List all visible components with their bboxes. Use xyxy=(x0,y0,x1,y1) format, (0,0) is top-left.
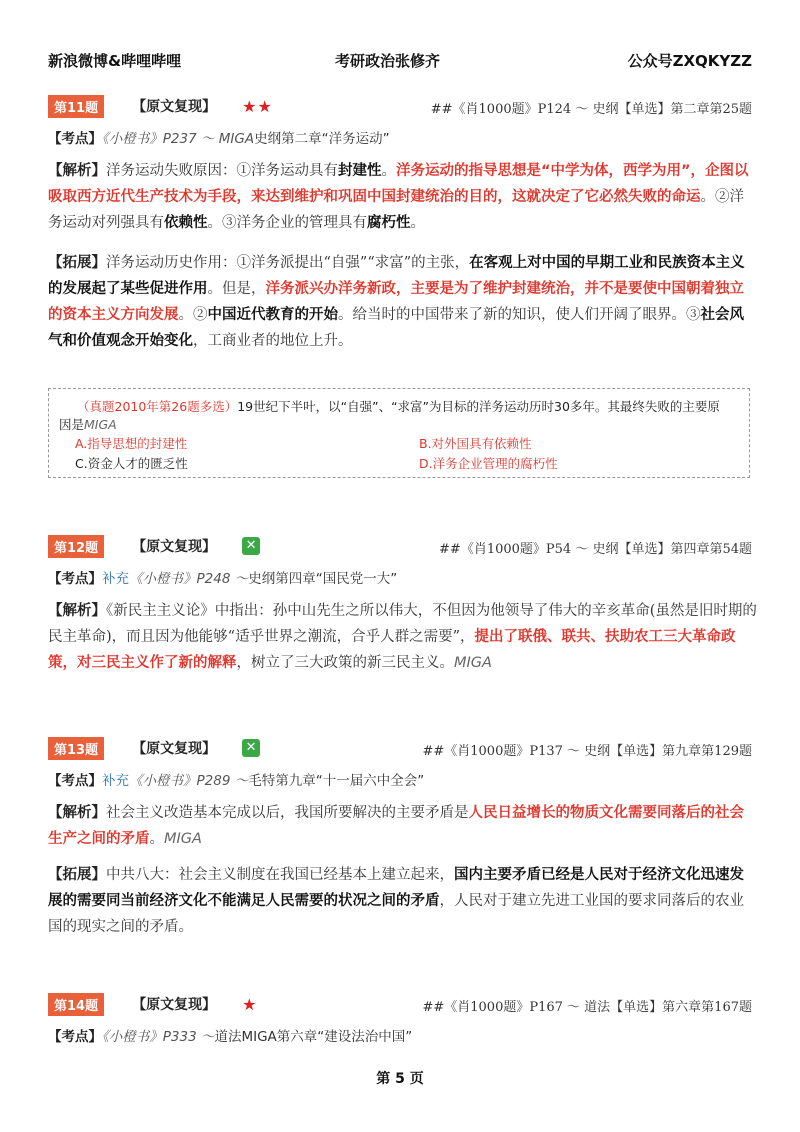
option-d: D.洋务企业管理的腐朽性 xyxy=(419,456,558,471)
q11-number: 第11题 xyxy=(48,95,104,118)
q13-jiexi-miga: MIGA xyxy=(164,831,202,847)
q14-title-row xyxy=(48,993,257,1015)
q14-number: 第14题 xyxy=(48,993,104,1016)
q12-jiexi xyxy=(48,598,758,676)
q13-tuozhan-bold: 国内主要矛盾已经是人民对于经济文化迅速发展的需要同当前经济文化不能满足人民需要的状况之间的矛盾 xyxy=(48,867,744,909)
exam-miga: MIGA xyxy=(84,417,117,432)
q11-jiexi-text: 。 xyxy=(381,163,396,179)
q11-stars: ★★ xyxy=(242,96,273,116)
q13-kaodian xyxy=(48,769,424,789)
q11-jiexi-text: 。③洋务企业的管理具有 xyxy=(207,215,367,231)
q12-kaodian-label: 【考点】 xyxy=(48,571,102,587)
x-mark-icon: ✕ xyxy=(242,739,260,757)
q11-tuozhan-text: 。② xyxy=(178,307,208,323)
header-right: 公众号ZXQKYZZ xyxy=(627,52,752,70)
exam-question-stem-2 xyxy=(59,415,117,433)
q11-jiexi-text: 洋务运动失败原因：①洋务运动具有 xyxy=(106,163,338,179)
q12-jiexi-red: 提出了联俄、联共、扶助农工三大革命政策，对三民主义作了新的解释 xyxy=(48,629,736,671)
q11-tuozhan-label: 【拓展】 xyxy=(48,255,106,271)
q13-tuozhan-text: 中共八大：社会主义制度在我国已经基本上建立起来， xyxy=(106,867,454,883)
q13-tuozhan-text: ，人民对于建立先进工业国的要求同落后的农业国的现实之间的矛盾。 xyxy=(48,893,744,935)
q14-kaodian xyxy=(48,1025,412,1045)
q11-jiexi-bold: 依赖性 xyxy=(164,215,208,231)
q13-jiexi-red: 人民日益增长的物质文化需要同落后的社会生产之间的矛盾 xyxy=(48,805,744,847)
q13-jiexi xyxy=(48,800,758,852)
q13-tuozhan xyxy=(48,862,758,940)
q13-kaodian-supplement: 补充 xyxy=(102,773,129,789)
q12-kaodian-supplement: 补充 xyxy=(102,571,129,587)
q12-title-row xyxy=(48,535,260,557)
q11-jiexi-text: 。②洋务运动对列强具有 xyxy=(48,189,744,231)
q13-title-row xyxy=(48,737,260,759)
q13-jiexi-text: 。 xyxy=(149,831,164,847)
q11-jiexi-text: 。 xyxy=(410,215,425,231)
q11-kaodian xyxy=(48,127,390,147)
exam-question-box xyxy=(48,388,750,478)
header-center: 考研政治张修齐 xyxy=(335,52,441,70)
q12-jiexi-text: 《新民主主义论》中指出：孙中山先生之所以伟大，不但因为他领导了伟大的辛亥革命(虽然是旧时期的民主革命)，而且因为他能够“适乎世界之潮流，合乎人群之需要”， xyxy=(48,603,757,645)
q11-source: ##《肖1000题》P124 ～ 史纲【单选】第二章第25题 xyxy=(430,102,752,117)
q14-kaodian-book: 《小橙书》P333 ～ xyxy=(102,1029,215,1045)
page-number: 第 5 页 xyxy=(376,1071,424,1087)
q12-jiexi-miga: MIGA xyxy=(454,655,492,671)
q12-jiexi-label: 【解析】 xyxy=(48,603,106,619)
q11-title-row xyxy=(48,95,273,117)
q11-tuozhan-bold: 在客观上对中国的早期工业和民族资本主义的发展起了某些促进作用 xyxy=(48,255,745,297)
exam-text: 19世纪下半叶，以“自强”、“求富”为目标的洋务运动历时30多年。其最终失败的主要原 xyxy=(237,399,720,414)
q12-jiexi-text: ，树立了三大政策的新三民主义。 xyxy=(236,655,454,671)
q13-tuozhan-label: 【拓展】 xyxy=(48,867,106,883)
q13-label: 【原文复现】 xyxy=(132,741,217,757)
option-c: C.资金人才的匮乏性 xyxy=(75,456,188,471)
q13-kaodian-chapter: 毛特第九章“十一届六中全会” xyxy=(248,773,425,789)
exam-tag: （真题2010年第26题多选） xyxy=(77,399,238,414)
q11-kaodian-book: 《小橙书》P237 ～ MIGA xyxy=(102,131,255,147)
q11-tuozhan-bold: 社会风气和价值观念开始变化 xyxy=(48,307,744,349)
q13-source: ##《肖1000题》P137 ～ 史纲【单选】第九章第129题 xyxy=(422,744,752,759)
exam-text-2: 因是 xyxy=(59,417,85,432)
q11-tuozhan-bold: 中国近代教育的开始 xyxy=(207,307,338,323)
q11-tuozhan-text: ，工商业者的地位上升。 xyxy=(193,333,353,349)
q13-jiexi-text: 社会主义改造基本完成以后，我国所要解决的主要矛盾是 xyxy=(106,805,469,821)
q14-kaodian-chapter: 道法MIGA第六章“建设法治中国” xyxy=(214,1029,413,1045)
option-a: A.指导思想的封建性 xyxy=(75,436,188,451)
q11-tuozhan-text: 。给当时的中国带来了新的知识，使人们开阔了眼界。③ xyxy=(338,307,701,323)
q11-tuozhan xyxy=(48,250,758,354)
q12-kaodian-book: 《小橙书》P248 ～ xyxy=(129,571,249,587)
q11-jiexi-red: 洋务运动的指导思想是“中学为体，西学为用”，企图以吸取西方近代生产技术为手段，来达到维护和巩固中国封建统治的目的，这就决定了它必然失败的命运 xyxy=(48,163,749,205)
q11-jiexi-label: 【解析】 xyxy=(48,163,106,179)
q11-tuozhan-text: 洋务运动历史作用：①洋务派提出“自强”“求富”的主张， xyxy=(106,255,470,271)
q11-label: 【原文复现】 xyxy=(132,99,217,115)
q12-label: 【原文复现】 xyxy=(132,539,217,555)
option-b: B.对外国具有依赖性 xyxy=(419,436,532,451)
q14-label: 【原文复现】 xyxy=(132,997,217,1013)
exam-question-stem xyxy=(77,397,737,415)
q12-source: ##《肖1000题》P54 ～ 史纲【单选】第四章第54题 xyxy=(439,542,752,557)
q13-number: 第13题 xyxy=(48,737,104,760)
q13-jiexi-label: 【解析】 xyxy=(48,805,106,821)
header-left: 新浪微博&哔哩哔哩 xyxy=(48,52,182,70)
q14-kaodian-label: 【考点】 xyxy=(48,1029,102,1045)
q12-number: 第12题 xyxy=(48,535,104,558)
q11-jiexi xyxy=(48,158,758,236)
q12-kaodian-chapter: 史纲第四章“国民党一大” xyxy=(248,571,398,587)
q11-tuozhan-text: 。但是， xyxy=(207,281,266,297)
q12-kaodian xyxy=(48,567,397,587)
q13-kaodian-label: 【考点】 xyxy=(48,773,102,789)
q11-jiexi-bold: 腐朽性 xyxy=(367,215,411,231)
x-mark-icon: ✕ xyxy=(242,537,260,555)
q11-kaodian-chapter: 史纲第二章“洋务运动” xyxy=(254,131,390,147)
q11-kaodian-label: 【考点】 xyxy=(48,131,102,147)
q14-stars: ★ xyxy=(242,994,258,1014)
q13-kaodian-book: 《小橙书》P289 ～ xyxy=(129,773,249,789)
q11-tuozhan-red: 洋务派兴办洋务新政，主要是为了维护封建统治，并不是要使中国朝着独立的资本主义方向发展 xyxy=(48,281,744,323)
q14-source: ##《肖1000题》P167 ～ 道法【单选】第六章第167题 xyxy=(422,1000,752,1015)
q11-jiexi-bold: 封建性 xyxy=(338,163,382,179)
